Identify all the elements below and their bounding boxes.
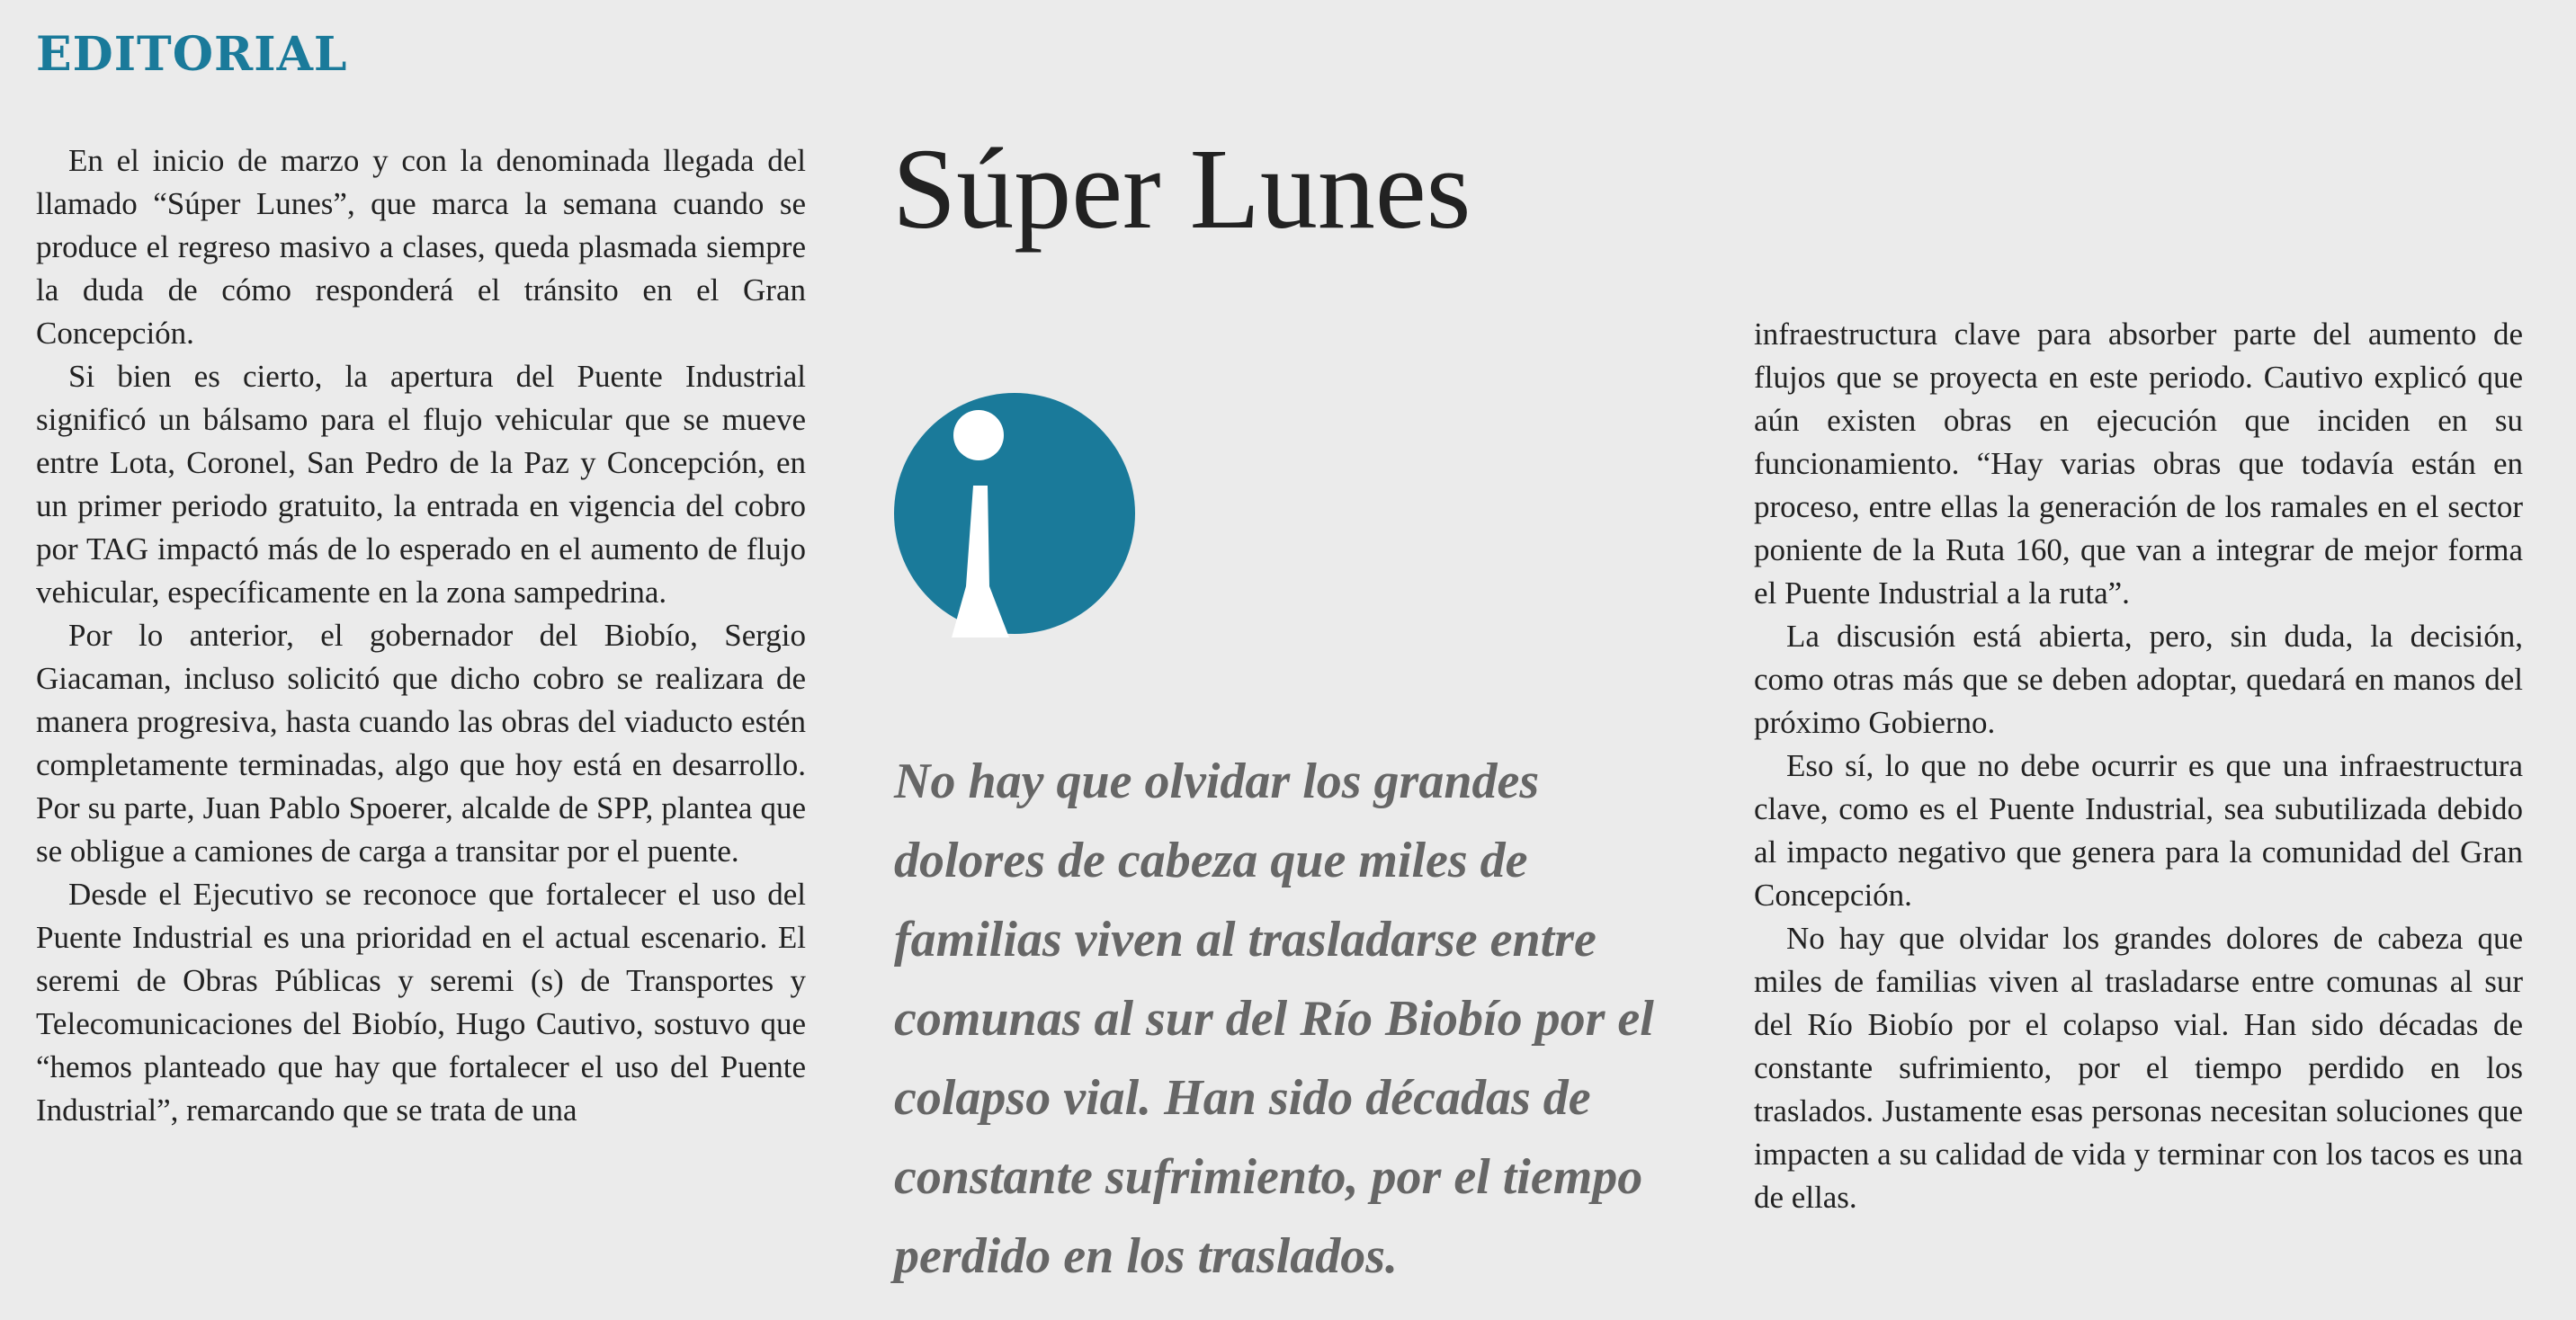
paragraph: Desde el Ejecutivo se reconoce que fortalecer el uso del Puente Industrial es una prioridad en el actual escenario. El seremi de Obras Públicas y seremi (s) de Transportes y Telecomunicaciones del Biobío, Hugo Cautivo, sostuvo que “hemos planteado que hay que fortalecer el uso del Puente Industrial”, remarcando que se trata de una	[36, 877, 806, 1128]
paragraph: infraestructura clave para absorber parte del aumento de flujos que se proyecta en este periodo. Cautivo explicó que aún existen obras en ejecución que inciden en su funcionamiento. “Hay varias obras que todavía están en proceso, entre ellas la generación de los ramales en el sector poniente de la Ruta 160, que van a integrar de mejor forma el Puente Industrial a la ruta”.	[1754, 317, 2523, 611]
pull-quote: No hay que olvidar los grandes dolores de cabeza que miles de familias viven al trasladarse entre comunas al sur del Río Biobío por el colapso vial. Han sido décadas de constante sufrimiento, por el tiempo perdido en los traslados.	[894, 754, 1654, 1284]
paragraph: Por lo anterior, el gobernador del Biobío, Sergio Giacaman, incluso solicitó que dicho cobro se realizara de manera progresiva, hasta cuando las obras del viaducto estén completamente terminadas, algo que hoy está en desarrollo. Por su parte, Juan Pablo Spoerer, alcalde de SPP, plantea que se obligue a camiones de carga a transitar por el puente.	[36, 618, 806, 869]
paragraph: La discusión está abierta, pero, sin duda, la decisión, como otras más que se deben adoptar, quedará en manos del próximo Gobierno.	[1754, 619, 2523, 740]
paragraph: Eso sí, lo que no debe ocurrir es que una infraestructura clave, como es el Puente Industrial, sea subutilizada debido al impacto negativo que genera para la comunidad del Gran Concepción.	[1754, 748, 2523, 913]
paragraph: En el inicio de marzo y con la denominada llegada del llamado “Súper Lunes”, que marca la semana cuando se produce el regreso masivo a clases, queda plasmada siempre la duda de cómo responderá el tránsito en el Gran Concepción.	[36, 143, 806, 351]
section-label: EDITORIAL	[36, 27, 348, 82]
paragraph: Si bien es cierto, la apertura del Puente Industrial significó un bálsamo para el flujo vehicular que se mueve entre Lota, Coronel, San Pedro de la Paz y Concepción, en un primer periodo gratuito, la entrada en vigencia del cobro por TAG impactó más de lo esperado en el aumento de flujo vehicular, específicamente en la zona sampedrina.	[36, 359, 806, 610]
article-title: Súper Lunes	[892, 125, 1471, 253]
right-column	[1754, 313, 2523, 1219]
paragraph: No hay que olvidar los grandes dolores de cabeza que miles de familias viven al trasladarse entre comunas al sur del Río Biobío por el colapso vial. Han sido décadas de constante sufrimiento, por el tiempo perdido en los traslados. Justamente esas personas necesitan soluciones que impacten a su calidad de vida y terminar con los tacos es una de ellas.	[1754, 921, 2523, 1215]
left-column	[36, 139, 806, 1132]
info-icon	[894, 388, 1135, 638]
